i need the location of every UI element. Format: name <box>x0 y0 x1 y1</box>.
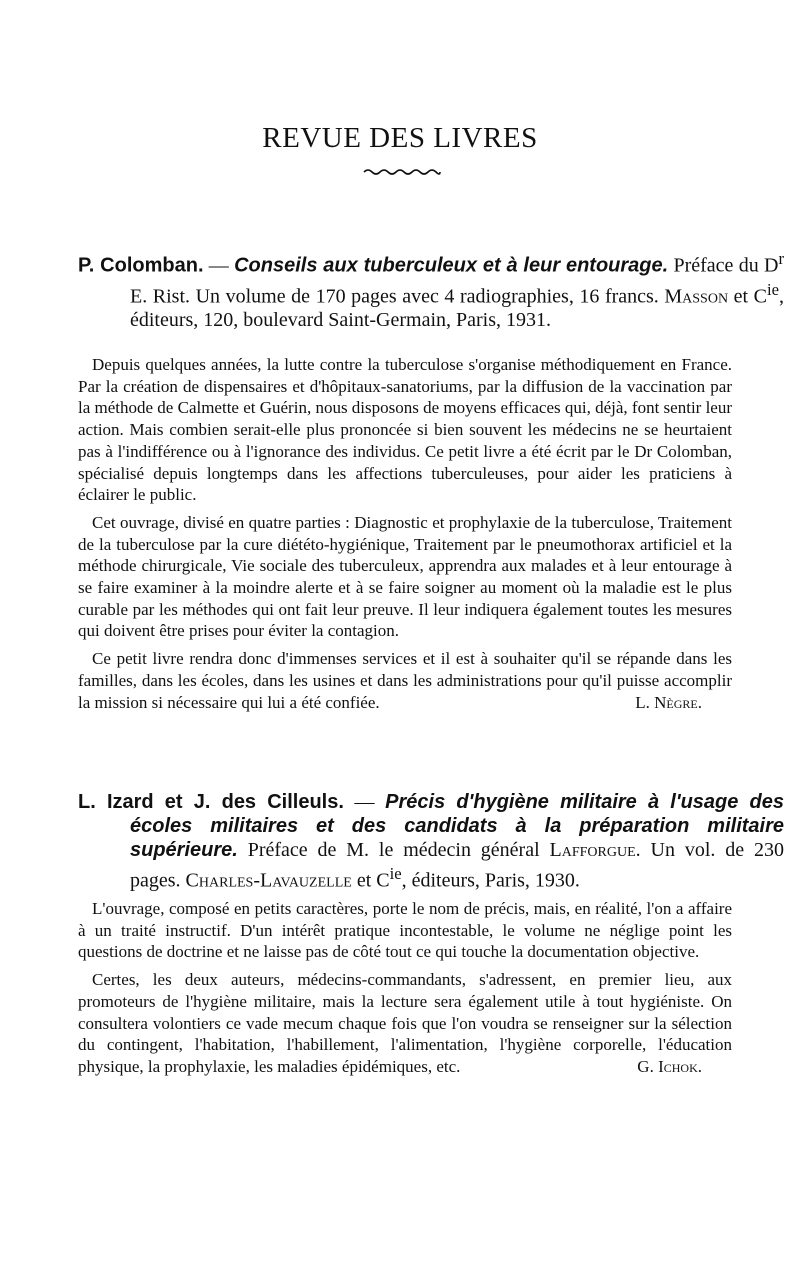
review-2-publisher: Charles-Lavauzelle <box>185 869 352 892</box>
review-1-details-sup2: ie <box>766 279 779 299</box>
review-2-details-c: et C <box>351 869 390 892</box>
review-1-author: P. Colomban. <box>78 254 204 277</box>
review-1-paragraph <box>78 648 732 713</box>
review-1-details-a: Préface du D <box>668 254 779 277</box>
review-2-preface-name: Lafforgue <box>549 839 636 861</box>
review-1-publisher: Masson <box>664 285 729 308</box>
decorative-rule-icon <box>362 166 442 178</box>
review-2-details-sup: ie <box>389 864 402 883</box>
review-2-paragraph-text: Certes, les deux auteurs, médecins-commandants, s'adressent, en premier lieu, aux promoteurs de l'hygiène militaire, mais la lecture sera également utile à tout hygiéniste. On consultera volontiers ce vade mecum chaque fois que l'on voudra se renseigner sur la sélection du contingent, l'habitation, l'habillement, l'alimentation, l'hygiène corporelle, l'éducation physique, la prophylaxie, les maladies épidémiques, etc. <box>78 970 732 1076</box>
review-2-signature: G. Ichok. <box>637 1056 702 1076</box>
review-1-details-sup1: r <box>778 249 785 268</box>
review-2-details-b: . Un vol. de 230 pages. <box>130 839 784 892</box>
review-2-book-title: Précis d'hygiène militaire à l'usage des écoles militaires et des candidats à la préparation militaire supérieure. <box>130 791 785 861</box>
review-2-body <box>78 898 732 1084</box>
page-title: REVUE DES LIVRES <box>262 122 538 154</box>
review-2-author: L. Izard et J. des Cilleuls. <box>78 791 344 813</box>
review-1-book-title: Conseils aux tuberculeux et à leur entourage. <box>234 254 669 277</box>
review-2-paragraph: L'ouvrage, composé en petits caractères, porte le nom de précis, mais, en réalité, l'on a affaire à un traité instructif. D'un intérêt pratique incontestable, le volume ne néglige point les questions de doctrine et ne laisse pas de côté tout ce qui touche la documentation objective. <box>78 899 732 962</box>
review-1-paragraph: Depuis quelques années, la lutte contre la tuberculose s'organise méthodiquement en France. Par la création de dispensaires et d'hôpitaux-sanatoriums, par la diffusion de la vaccination par la méthode de Calmette et Guérin, nous disposons de moyens efficaces qui, déjà, font sentir leur action. Mais combien serait-elle plus prononcée si bien souvent les médecins ne se heurtaient pas à l'indifférence ou à l'ignorance des individus. Ce petit livre a été écrit par le Dr Colomban, spécialisé depuis longtemps dans les affections tuberculeuses, pour aider les praticiens à éclairer le public. <box>78 355 733 505</box>
review-1-signature: L. Nègre. <box>635 692 702 712</box>
review-2-details-d: , éditeurs, Paris, 1930. <box>401 869 580 892</box>
review-1-citation <box>78 247 784 332</box>
review-2-dash: — <box>343 791 386 813</box>
review-2-citation <box>78 790 784 893</box>
review-1-details-d: , éditeurs, 120, boulevard Saint-Germain, Paris, 1931. <box>130 285 784 332</box>
review-1-paragraph-text: Ce petit livre rendra donc d'immenses services et il est à souhaiter qu'il se répande dans les familles, dans les écoles, dans les usines et dans les administrations pour qu'il puisse accomplir la mission si nécessaire qui lui a été confiée. <box>78 649 732 712</box>
review-1-body <box>78 354 732 719</box>
review-2-paragraph <box>78 969 732 1078</box>
review-1-paragraph: Cet ouvrage, divisé en quatre parties : Diagnostic et prophylaxie de la tuberculose, Traitement de la tuberculose par la cure diététo-hygiénique, Traitement par le pneumothorax artificiel et la méthode chirurgicale, Vie sociale des tuberculeux, apprendra aux malades et à leur entourage à se faire examiner à la moindre alerte et à se faire soigner au moment où la maladie est le plus curable par les méthodes qui ont fait leur preuve. Il leur indiquera également toutes les mesures qui doivent être prises pour éviter la contagion. <box>78 512 732 641</box>
review-1-details-c: et C <box>728 285 767 308</box>
review-1-details-b: E. Rist. Un volume de 170 pages avec 4 radiographies, 16 francs. <box>130 285 665 308</box>
review-2-details-a: Préface de M. le médecin général <box>237 839 550 861</box>
review-1-dash: — <box>203 254 235 277</box>
